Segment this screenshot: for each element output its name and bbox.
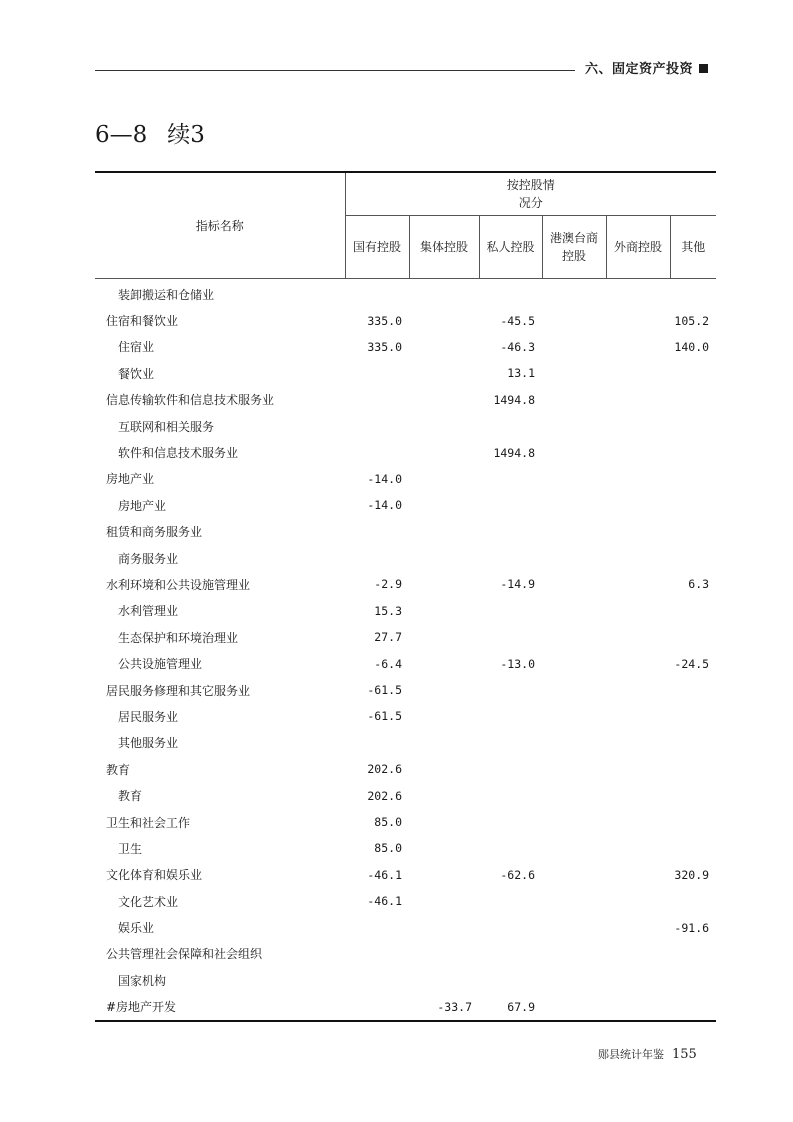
- value-cell: 1494.8: [493, 445, 535, 460]
- value-cell: -14.0: [367, 471, 402, 486]
- value-cell: 6.3: [688, 577, 710, 592]
- value-cell: [409, 519, 479, 545]
- value-cell: [409, 545, 479, 571]
- value-cell: [606, 279, 670, 308]
- value-cell: [542, 835, 606, 861]
- value-cell: -24.5: [674, 656, 710, 671]
- value-cell: [542, 703, 606, 729]
- page-footer: [598, 1046, 697, 1062]
- holding-group-header-line2: 况分: [518, 196, 543, 210]
- value-cell: [670, 941, 716, 967]
- value-cell: 15.3: [374, 603, 402, 618]
- row-label: 文化体育和娱乐业: [106, 868, 203, 883]
- value-cell: [670, 782, 716, 808]
- section-header-text: 六、固定资产投资: [585, 62, 694, 77]
- value-cell: [345, 519, 409, 545]
- value-cell: [670, 730, 716, 756]
- value-cell: [606, 387, 670, 413]
- table-row: [95, 756, 716, 782]
- value-cell: [345, 941, 409, 967]
- value-cell: [479, 545, 542, 571]
- table-row: [95, 571, 716, 597]
- value-cell: [606, 571, 670, 597]
- value-cell: [479, 492, 542, 518]
- value-cell: [606, 492, 670, 518]
- value-cell: [542, 756, 606, 782]
- value-cell: [409, 360, 479, 386]
- value-cell: [479, 703, 542, 729]
- row-label: 租赁和商务服务业: [106, 525, 203, 540]
- column-header: [409, 216, 479, 279]
- table-row: [95, 677, 716, 703]
- row-label: 卫生: [118, 841, 143, 856]
- value-cell: [409, 492, 479, 518]
- value-cell: [542, 492, 606, 518]
- table-row: [95, 307, 716, 333]
- value-cell: [542, 545, 606, 571]
- table-row: [95, 387, 716, 413]
- value-cell: [670, 624, 716, 650]
- value-cell: [670, 519, 716, 545]
- value-cell: -2.9: [374, 577, 402, 592]
- value-cell: [345, 730, 409, 756]
- value-cell: [542, 677, 606, 703]
- column-header-line1: 私人控股: [486, 240, 535, 254]
- value-cell: [670, 677, 716, 703]
- table-row: [95, 413, 716, 439]
- value-cell: [542, 387, 606, 413]
- value-cell: [670, 809, 716, 835]
- value-cell: [345, 914, 409, 940]
- table-row: [95, 439, 716, 465]
- value-cell: [409, 941, 479, 967]
- row-label: 商务服务业: [118, 551, 179, 566]
- value-cell: [479, 967, 542, 993]
- value-cell: [606, 941, 670, 967]
- table-row: [95, 279, 716, 308]
- value-cell: [409, 782, 479, 808]
- value-cell: [479, 279, 542, 308]
- value-cell: [409, 914, 479, 940]
- table-header: [95, 172, 716, 279]
- value-cell: [606, 994, 670, 1021]
- value-cell: [479, 519, 542, 545]
- value-cell: [345, 545, 409, 571]
- row-label: 教育: [118, 789, 143, 804]
- value-cell: [606, 519, 670, 545]
- table-title: [95, 116, 205, 149]
- value-cell: [606, 545, 670, 571]
- value-cell: [479, 941, 542, 967]
- value-cell: [606, 624, 670, 650]
- black-square-icon: [699, 64, 708, 73]
- value-cell: 335.0: [367, 313, 402, 328]
- value-cell: [409, 413, 479, 439]
- value-cell: -14.9: [500, 577, 535, 592]
- value-cell: [670, 279, 716, 308]
- value-cell: [670, 466, 716, 492]
- value-cell: [606, 782, 670, 808]
- value-cell: [479, 730, 542, 756]
- value-cell: 335.0: [367, 339, 402, 354]
- column-header: [670, 216, 716, 279]
- value-cell: [409, 677, 479, 703]
- value-cell: [606, 914, 670, 940]
- value-cell: 85.0: [374, 815, 402, 829]
- value-cell: [345, 279, 409, 308]
- value-cell: -45.5: [500, 313, 535, 328]
- value-cell: [409, 624, 479, 650]
- table-body: [95, 279, 716, 1021]
- value-cell: [542, 967, 606, 993]
- value-cell: [409, 439, 479, 465]
- value-cell: -46.1: [367, 867, 402, 882]
- value-cell: 140.0: [674, 339, 710, 354]
- row-label: 信息传输软件和信息技术服务业: [106, 393, 275, 408]
- value-cell: 105.2: [674, 313, 710, 328]
- value-cell: [409, 835, 479, 861]
- value-cell: -61.5: [367, 709, 402, 724]
- row-label: 娱乐业: [118, 921, 155, 936]
- value-cell: [345, 387, 409, 413]
- table-row: [95, 914, 716, 940]
- value-cell: [670, 545, 716, 571]
- value-cell: 202.6: [367, 762, 402, 777]
- value-cell: [670, 994, 716, 1021]
- value-cell: 27.7: [374, 630, 402, 645]
- value-cell: [542, 782, 606, 808]
- column-header-line1: 国有控股: [352, 240, 401, 254]
- row-label: 装卸搬运和仓储业: [118, 287, 215, 302]
- column-header-line1: 集体控股: [419, 240, 468, 254]
- value-cell: [542, 809, 606, 835]
- value-cell: [606, 466, 670, 492]
- row-label: 国家机构: [118, 973, 167, 988]
- value-cell: [542, 519, 606, 545]
- value-cell: -14.0: [367, 498, 402, 513]
- value-cell: [409, 730, 479, 756]
- value-cell: [606, 413, 670, 439]
- value-cell: [606, 439, 670, 465]
- value-cell: [409, 888, 479, 914]
- value-cell: 85.0: [374, 841, 402, 856]
- yearbook-name: 郧县统计年鉴: [598, 1048, 664, 1061]
- table-row: [95, 888, 716, 914]
- row-label: 公共设施管理业: [118, 657, 203, 672]
- table-row: [95, 730, 716, 756]
- value-cell: [606, 888, 670, 914]
- data-table: [95, 171, 716, 1022]
- row-label: 软件和信息技术服务业: [118, 446, 239, 461]
- value-cell: [670, 888, 716, 914]
- value-cell: [542, 730, 606, 756]
- value-cell: 320.9: [674, 867, 710, 882]
- row-label: 卫生和社会工作: [106, 815, 191, 830]
- value-cell: [479, 598, 542, 624]
- value-cell: [542, 994, 606, 1021]
- value-cell: [542, 466, 606, 492]
- value-cell: [606, 703, 670, 729]
- table-continued-label: 续3: [167, 122, 205, 148]
- value-cell: [606, 967, 670, 993]
- value-cell: [479, 888, 542, 914]
- table-row: [95, 650, 716, 676]
- value-cell: [542, 598, 606, 624]
- value-cell: [606, 862, 670, 888]
- value-cell: [479, 466, 542, 492]
- value-cell: [670, 835, 716, 861]
- table-row: [95, 967, 716, 993]
- value-cell: [409, 334, 479, 360]
- table-row: [95, 492, 716, 518]
- value-cell: [542, 360, 606, 386]
- table-row: [95, 624, 716, 650]
- column-header: [542, 216, 606, 279]
- value-cell: [345, 413, 409, 439]
- value-cell: -33.7: [409, 994, 479, 1021]
- column-header-line1: 外商控股: [613, 240, 662, 254]
- table-row: [95, 941, 716, 967]
- table-row: [95, 835, 716, 861]
- value-cell: 1494.8: [493, 392, 535, 407]
- value-cell: [670, 492, 716, 518]
- row-label: 教育: [106, 762, 131, 777]
- value-cell: [606, 835, 670, 861]
- indicator-name-header: 指标名称: [95, 172, 345, 279]
- table-row: [95, 598, 716, 624]
- row-label: 生态保护和环境治理业: [118, 630, 239, 645]
- value-cell: [479, 809, 542, 835]
- value-cell: [479, 624, 542, 650]
- table-number: 6—8: [95, 122, 148, 148]
- value-cell: [670, 387, 716, 413]
- table-row: [95, 809, 716, 835]
- table-row: [95, 703, 716, 729]
- value-cell: [409, 466, 479, 492]
- page-number: 155: [672, 1047, 697, 1062]
- row-label: 房地产业: [106, 472, 155, 487]
- row-label: #房地产开发: [95, 994, 345, 1021]
- column-header: [606, 216, 670, 279]
- value-cell: [409, 809, 479, 835]
- row-label: 其他服务业: [118, 736, 179, 751]
- value-cell: [409, 967, 479, 993]
- value-cell: [606, 677, 670, 703]
- value-cell: [670, 413, 716, 439]
- value-cell: [409, 756, 479, 782]
- row-label: 住宿业: [118, 340, 155, 355]
- table-row: [95, 466, 716, 492]
- table-row: [95, 782, 716, 808]
- value-cell: [409, 279, 479, 308]
- value-cell: [606, 756, 670, 782]
- value-cell: [670, 439, 716, 465]
- value-cell: [409, 571, 479, 597]
- value-cell: [606, 809, 670, 835]
- value-cell: [670, 967, 716, 993]
- value-cell: [345, 439, 409, 465]
- table-row: [95, 545, 716, 571]
- value-cell: [479, 914, 542, 940]
- row-label: 水利环境和公共设施管理业: [106, 577, 251, 592]
- value-cell: [606, 334, 670, 360]
- table-row: [95, 334, 716, 360]
- value-cell: [345, 994, 409, 1021]
- header-rule: [95, 70, 575, 71]
- column-header-line2: 控股: [561, 249, 586, 263]
- row-label: 文化艺术业: [118, 894, 179, 909]
- value-cell: [542, 624, 606, 650]
- value-cell: [542, 334, 606, 360]
- holding-group-header-line1: 按控股情: [506, 178, 555, 192]
- value-cell: [542, 571, 606, 597]
- value-cell: 202.6: [367, 788, 402, 803]
- value-cell: [409, 862, 479, 888]
- row-label: 水利管理业: [118, 604, 179, 619]
- column-header-line1: 其他: [681, 240, 706, 254]
- value-cell: -61.5: [367, 683, 402, 698]
- value-cell: [409, 598, 479, 624]
- value-cell: [542, 888, 606, 914]
- table-row: [95, 994, 716, 1021]
- value-cell: [542, 307, 606, 333]
- value-cell: [542, 413, 606, 439]
- value-cell: [479, 413, 542, 439]
- value-cell: [542, 862, 606, 888]
- value-cell: [479, 756, 542, 782]
- value-cell: [345, 967, 409, 993]
- value-cell: [409, 307, 479, 333]
- value-cell: [606, 730, 670, 756]
- row-label: 互联网和相关服务: [118, 419, 215, 434]
- value-cell: [606, 360, 670, 386]
- column-header-line1: 港澳台商: [549, 231, 598, 245]
- holding-group-header: [345, 172, 716, 216]
- value-cell: [542, 941, 606, 967]
- value-cell: [542, 914, 606, 940]
- value-cell: [409, 650, 479, 676]
- value-cell: [409, 387, 479, 413]
- value-cell: [479, 835, 542, 861]
- table-row: [95, 360, 716, 386]
- section-header: [585, 58, 708, 77]
- value-cell: [479, 677, 542, 703]
- value-cell: -6.4: [374, 656, 402, 671]
- value-cell: [542, 279, 606, 308]
- value-cell: [542, 650, 606, 676]
- value-cell: -13.0: [500, 656, 535, 671]
- value-cell: [606, 307, 670, 333]
- value-cell: [345, 360, 409, 386]
- value-cell: 13.1: [507, 366, 535, 381]
- value-cell: [606, 598, 670, 624]
- row-label: 房地产业: [118, 498, 167, 513]
- value-cell: [670, 598, 716, 624]
- value-cell: -46.1: [367, 894, 402, 909]
- column-header: [345, 216, 409, 279]
- row-label: 居民服务修理和其它服务业: [106, 683, 251, 698]
- value-cell: -46.3: [500, 339, 535, 354]
- table-row: [95, 519, 716, 545]
- value-cell: -62.6: [500, 867, 535, 882]
- row-label: 住宿和餐饮业: [106, 314, 179, 329]
- column-header: [479, 216, 542, 279]
- row-label: 公共管理社会保障和社会组织: [106, 947, 263, 962]
- value-cell: [606, 650, 670, 676]
- value-cell: -91.6: [674, 920, 710, 935]
- value-cell: [670, 756, 716, 782]
- row-label: 餐饮业: [118, 366, 155, 381]
- table-row: [95, 862, 716, 888]
- value-cell: [409, 703, 479, 729]
- value-cell: [542, 439, 606, 465]
- value-cell: 67.9: [479, 994, 542, 1021]
- value-cell: [670, 703, 716, 729]
- value-cell: [670, 360, 716, 386]
- row-label: 居民服务业: [118, 709, 179, 724]
- value-cell: [479, 782, 542, 808]
